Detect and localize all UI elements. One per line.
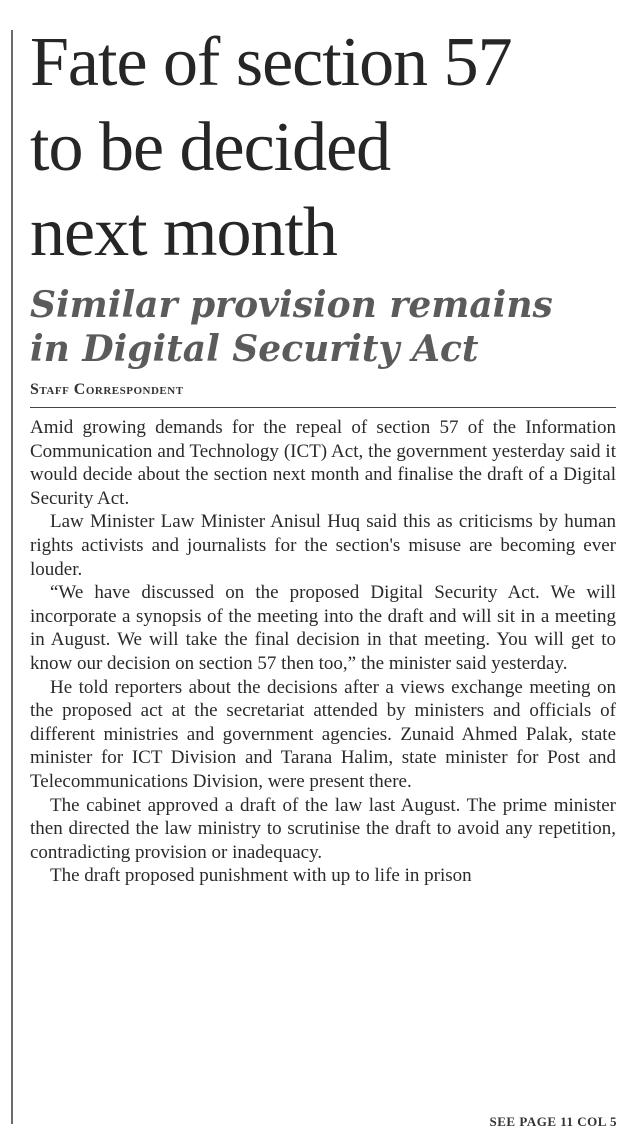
body-paragraph: The cabinet approved a draft of the law last August. The prime minister then directed the law ministry to scrutinise the draft to avoid any repetition, contradicting provision or inadequacy. bbox=[30, 794, 616, 863]
body-paragraph: He told reporters about the decisions after a views exchange meeting on the proposed act at the secretariat attended by ministers and officials of different ministries and government agencies. Zunaid Ahmed Palak, state minister for ICT Division and Tarana Halim, state minister for Post and Telecommunications Division, were present there. bbox=[30, 676, 616, 792]
headline bbox=[30, 20, 616, 275]
column-rule bbox=[11, 30, 13, 1124]
body-paragraph: “We have discussed on the proposed Digital Security Act. We will incorporate a synopsis of the meeting into the draft and will sit in a meeting in August. We will take the final decision in that meeting. You will get to know our decision on section 57 then too,” the minister said yesterday. bbox=[30, 582, 616, 674]
subheadline bbox=[30, 283, 616, 371]
article bbox=[30, 20, 616, 888]
headline-line: Fate of section 57 bbox=[30, 24, 512, 101]
headline-line: to be decided bbox=[30, 109, 391, 186]
byline: Staff Correspondent bbox=[30, 381, 616, 408]
headline-line: next month bbox=[30, 194, 337, 271]
body-paragraph: Law Minister Law Minister Anisul Huq said this as criticisms by human rights activists and journalists for the section's misuse are becoming ever louder. bbox=[30, 511, 616, 580]
body-paragraph: Amid growing demands for the repeal of section 57 of the Information Communication and Technology (ICT) Act, the government yesterday said it would decide about the section next month and finalise the draft of a Digital Security Act. bbox=[30, 417, 616, 509]
continuation-note: SEE PAGE 11 COL 5 bbox=[489, 1114, 617, 1129]
subheadline-line: Similar provision remains bbox=[30, 284, 553, 326]
article-body bbox=[30, 416, 616, 888]
body-paragraph: The draft proposed punishment with up to life in prison bbox=[50, 865, 472, 887]
subheadline-line: in Digital Security Act bbox=[30, 328, 479, 370]
